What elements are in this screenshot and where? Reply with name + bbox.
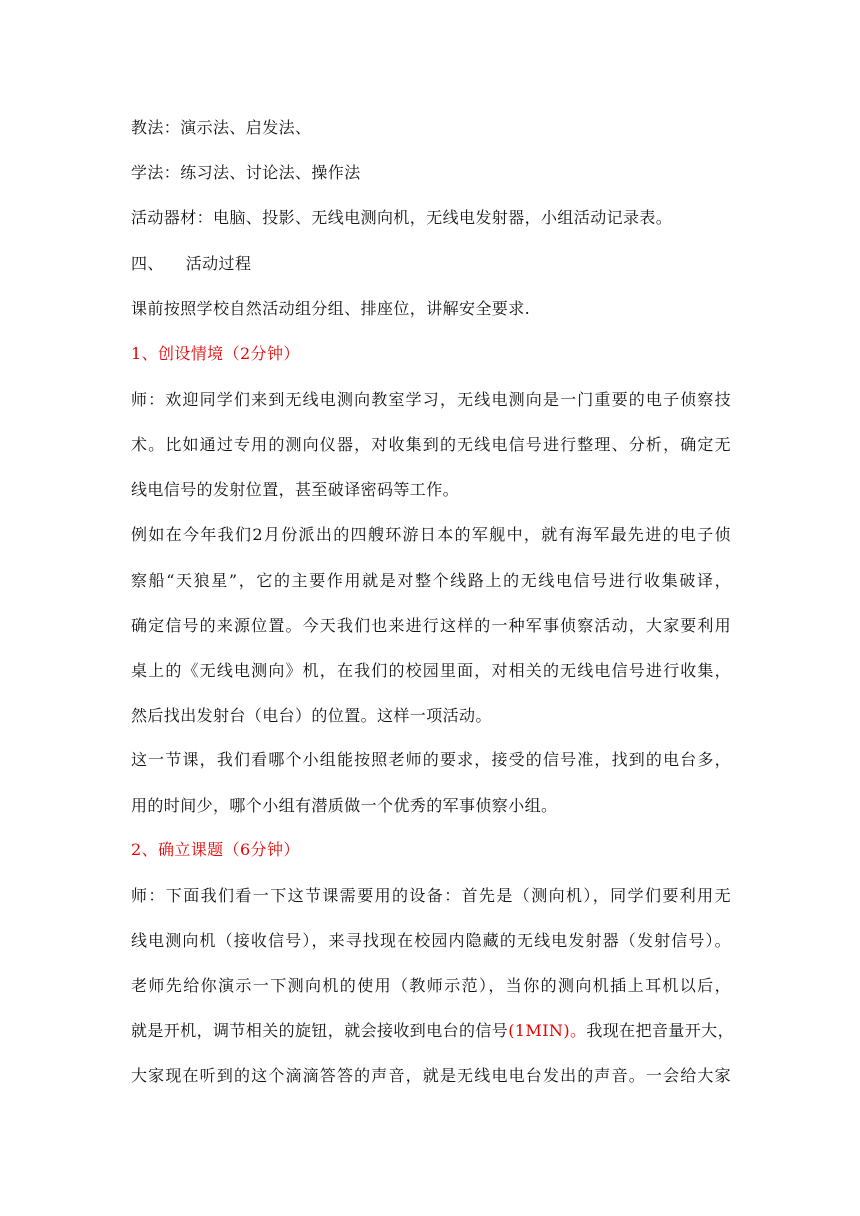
line-text: 就是开机，调节相关的旋钮，就会接收到电台的信号 — [131, 1021, 509, 1040]
time-annotation: (1MIN)。 — [508, 1021, 587, 1040]
paragraph-line: 线电测向机（接收信号），来寻找现在校园内隐藏的无线电发射器（发射信号）。 — [131, 931, 731, 950]
paragraph-line: 线电信号的发射位置，甚至破译密码等工作。 — [131, 480, 460, 499]
paragraph-line: 用的时间少，哪个小组有潜质做一个优秀的军事侦察小组。 — [131, 796, 558, 815]
step-heading-2: 2、确立课题（6分钟） — [131, 840, 300, 859]
paragraph-line: 确定信号的来源位置。今天我们也来进行这样的一种军事侦察活动，大家要利用 — [131, 616, 731, 635]
line-text: 我现在把音量开大， — [586, 1021, 734, 1040]
paragraph-line — [131, 1021, 734, 1041]
paragraph-line: 术。比如通过专用的测向仪器，对收集到的无线电信号进行整理、分析，确定无 — [131, 435, 731, 454]
paragraph-line: 这一节课，我们看哪个小组能按照老师的要求，接受的信号准，找到的电台多， — [131, 750, 731, 769]
equipment-line: 活动器材：电脑、投影、无线电测向机，无线电发射器，小组活动记录表。 — [131, 208, 673, 227]
step-heading-1: 1、创设情境（2分钟） — [131, 344, 300, 363]
paragraph-line: 然后找出发射台（电台）的位置。这样一项活动。 — [131, 706, 492, 725]
learning-method-line: 学法：练习法、讨论法、操作法 — [131, 163, 361, 182]
section-heading: 四、 活动过程 — [131, 254, 252, 273]
teaching-method-line: 教法：演示法、启发法、 — [131, 118, 312, 137]
paragraph-line: 师：欢迎同学们来到无线电测向教室学习，无线电测向是一门重要的电子侦察技 — [131, 390, 731, 409]
paragraph-line: 桌上的《无线电测向》机，在我们的校园里面，对相关的无线电信号进行收集， — [131, 661, 731, 680]
paragraph-line: 察船“天狼星”，它的主要作用就是对整个线路上的无线电信号进行收集破译， — [131, 571, 731, 590]
paragraph-line: 例如在今年我们2月份派出的四艘环游日本的军舰中，就有海军最先进的电子侦 — [131, 525, 731, 544]
paragraph-line: 课前按照学校自然活动组分组、排座位，讲解安全要求. — [131, 299, 531, 318]
paragraph-line: 大家现在听到的这个滴滴答答的声音，就是无线电电台发出的声音。一会给大家 — [131, 1066, 731, 1085]
paragraph-line: 老师先给你演示一下测向机的使用（教师示范），当你的测向机插上耳机以后， — [131, 976, 731, 995]
paragraph-line: 师：下面我们看一下这节课需要用的设备：首先是（测向机），同学们要利用无 — [131, 886, 731, 905]
